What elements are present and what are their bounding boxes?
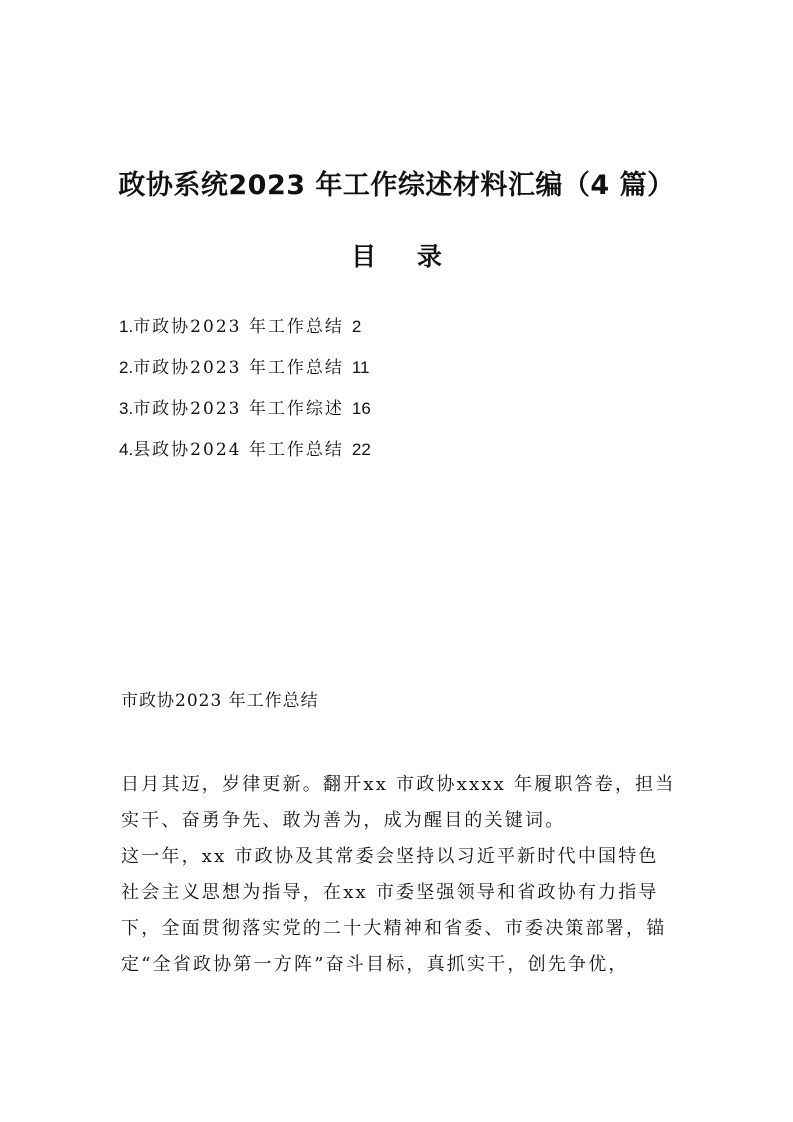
toc-item[interactable]	[119, 435, 371, 476]
toc-item-title: 县政协2024 年工作总结	[133, 440, 344, 460]
toc-item[interactable]	[119, 353, 371, 394]
toc-item-title: 市政协2023 年工作总结	[133, 358, 344, 378]
body-text	[121, 767, 676, 983]
toc-item-number: 2.	[119, 358, 134, 377]
toc-item-page: 11	[351, 358, 370, 377]
section-heading: 市政协2023 年工作总结	[121, 691, 319, 711]
toc-item-page: 16	[351, 399, 371, 418]
toc-heading: 目 录	[351, 242, 458, 271]
toc-item-number: 4.	[119, 440, 134, 459]
toc-item-number: 3.	[119, 399, 134, 418]
toc-item-page: 2	[351, 317, 362, 336]
toc-item[interactable]	[119, 394, 371, 435]
toc-item-title: 市政协2023 年工作综述	[133, 399, 344, 419]
toc-item-title: 市政协2023 年工作总结	[133, 317, 344, 337]
toc-item-page: 22	[351, 440, 371, 459]
table-of-contents	[119, 312, 371, 476]
toc-item-number: 1.	[119, 317, 134, 336]
paragraph: 日月其迈，岁律更新。翻开xx 市政协xxxx 年履职答卷，担当实干、奋勇争先、敢为善为，成为醒目的关键词。	[121, 774, 676, 831]
paragraph: 这一年，xx 市政协及其常委会坚持以习近平新时代中国特色社会主义思想为指导，在xx 市委坚强领导和省政协有力指导下，全面贯彻落实党的二十大精神和省委、市委决策部署，锚定“全省政协第一方阵”奋斗目标，真抓实干，创先争优，	[121, 846, 667, 975]
toc-item[interactable]	[119, 312, 371, 353]
document-title: 政协系统2023 年工作综述材料汇编（4 篇）	[118, 170, 675, 201]
